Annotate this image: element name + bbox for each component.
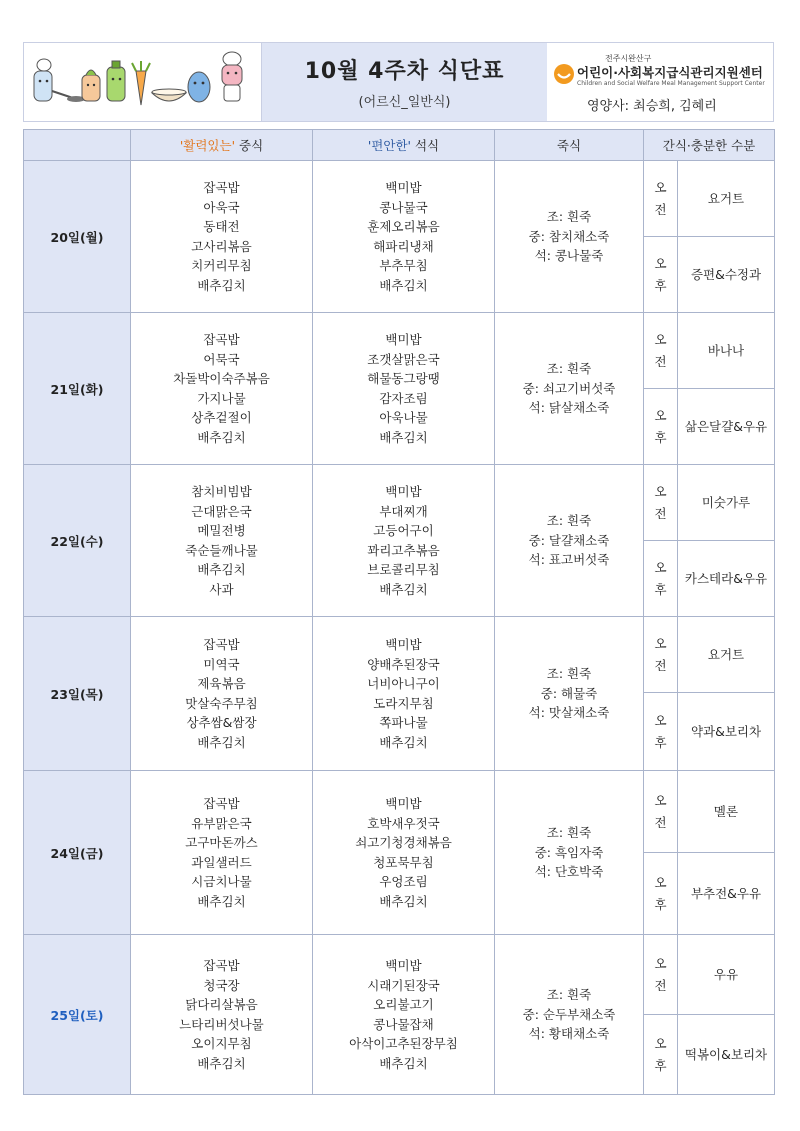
porridge-item: 석: 맛살채소죽 bbox=[528, 705, 610, 721]
dinner-item: 부추무침 bbox=[379, 258, 428, 273]
porridge-item: 조: 흰죽 bbox=[546, 513, 592, 529]
table-header-row bbox=[24, 130, 775, 161]
dinner-item: 배추김치 bbox=[379, 429, 428, 445]
lunch-list bbox=[131, 482, 312, 599]
dinner-list bbox=[313, 330, 494, 447]
lunch-item: 배추김치 bbox=[197, 562, 246, 577]
lunch-item: 배추김치 bbox=[197, 277, 246, 293]
dinner-item: 시래기된장국 bbox=[367, 977, 440, 993]
dinner-item: 훈제오리볶음 bbox=[367, 219, 440, 234]
menu-body bbox=[24, 161, 775, 1095]
dinner-highlight: '편안한' bbox=[367, 138, 411, 153]
porridge-item: 조: 흰죽 bbox=[546, 666, 592, 682]
dinner-cell bbox=[313, 465, 495, 617]
lunch-item: 치커리무침 bbox=[191, 258, 252, 273]
lunch-cell bbox=[131, 771, 313, 935]
lunch-list bbox=[131, 330, 312, 447]
dinner-cell bbox=[313, 771, 495, 935]
porridge-cell bbox=[495, 465, 644, 617]
lunch-item: 메밀전병 bbox=[197, 523, 246, 538]
lunch-item: 사과 bbox=[209, 581, 234, 597]
dinner-item: 쇠고기청경채볶음 bbox=[355, 835, 452, 850]
lunch-item: 배추김치 bbox=[197, 429, 246, 445]
snack-afternoon-item: 카스테라&우유 bbox=[678, 541, 775, 617]
lunch-list bbox=[131, 794, 312, 911]
snack-morning-label: 오 전 bbox=[644, 617, 678, 693]
dinner-item: 오리불고기 bbox=[373, 997, 434, 1012]
lunch-item: 참치비빔밥 bbox=[191, 484, 252, 499]
day-label: 21일(화) bbox=[24, 313, 131, 465]
lunch-item: 고사리볶음 bbox=[191, 238, 252, 254]
dinner-item: 부대찌개 bbox=[379, 503, 428, 519]
lunch-cell bbox=[131, 935, 313, 1095]
dinner-item: 감자조림 bbox=[379, 390, 428, 406]
porridge-cell bbox=[495, 161, 644, 313]
menu-header bbox=[23, 42, 774, 122]
lunch-list bbox=[131, 635, 312, 752]
lunch-label: 중식 bbox=[235, 138, 264, 153]
header-porridge: 죽식 bbox=[495, 130, 644, 161]
dinner-item: 브로콜리무침 bbox=[367, 562, 440, 577]
snack-morning-item: 요거트 bbox=[678, 617, 775, 693]
lunch-item: 잡곡밥 bbox=[203, 332, 240, 347]
snack-afternoon-item: 삶은달걀&우유 bbox=[678, 389, 775, 465]
lunch-item: 배추김치 bbox=[197, 1055, 246, 1071]
snack-morning-item: 우유 bbox=[678, 935, 775, 1015]
lunch-item: 상추겉절이 bbox=[191, 410, 252, 425]
porridge-item: 중: 참치채소죽 bbox=[528, 228, 610, 244]
lunch-item: 시금치나물 bbox=[191, 874, 252, 889]
dinner-list bbox=[313, 956, 494, 1073]
snack-morning-label: 오 전 bbox=[644, 935, 678, 1015]
dinner-item: 아삭이고추된장무침 bbox=[349, 1036, 458, 1051]
dinner-item: 백미밥 bbox=[385, 958, 422, 973]
dinner-list bbox=[313, 635, 494, 752]
day-label: 22일(수) bbox=[24, 465, 131, 617]
snack-afternoon-label: 오 후 bbox=[644, 853, 678, 935]
header-dinner bbox=[313, 130, 495, 161]
lunch-item: 느타리버섯나물 bbox=[179, 1016, 264, 1032]
snack-morning-item: 바나나 bbox=[678, 313, 775, 389]
porridge-item: 중: 흑임자죽 bbox=[534, 844, 604, 860]
weekly-menu-table bbox=[23, 129, 775, 1095]
day-row bbox=[24, 771, 775, 853]
dinner-item: 백미밥 bbox=[385, 332, 422, 347]
dinner-item: 쪽파나물 bbox=[379, 715, 428, 730]
lunch-cell bbox=[131, 313, 313, 465]
lunch-item: 죽순들깨나물 bbox=[185, 542, 258, 558]
dinner-list bbox=[313, 794, 494, 911]
dinner-item: 백미밥 bbox=[385, 796, 422, 811]
title-block bbox=[262, 43, 547, 121]
dinner-item: 꽈리고추볶음 bbox=[367, 542, 440, 558]
snack-afternoon-item: 증편&수정과 bbox=[678, 237, 775, 313]
dinner-item: 도라지무침 bbox=[373, 695, 434, 711]
day-label: 24일(금) bbox=[24, 771, 131, 935]
dinner-item: 배추김치 bbox=[379, 581, 428, 597]
lunch-list bbox=[131, 178, 312, 295]
dinner-cell bbox=[313, 161, 495, 313]
lunch-item: 제육볶음 bbox=[197, 676, 246, 691]
lunch-item: 잡곡밥 bbox=[203, 637, 240, 652]
day-row bbox=[24, 161, 775, 237]
lunch-item: 청국장 bbox=[203, 977, 240, 993]
snack-afternoon-label: 오 후 bbox=[644, 237, 678, 313]
snack-morning-item: 멜론 bbox=[678, 771, 775, 853]
porridge-item: 석: 닭살채소죽 bbox=[528, 400, 610, 416]
porridge-item: 석: 단호박죽 bbox=[534, 864, 604, 880]
porridge-cell bbox=[495, 313, 644, 465]
porridge-item: 중: 달걀채소죽 bbox=[528, 532, 610, 548]
dinner-item: 백미밥 bbox=[385, 484, 422, 499]
lunch-item: 잡곡밥 bbox=[203, 796, 240, 811]
dinner-item: 배추김치 bbox=[379, 1055, 428, 1071]
porridge-item: 조: 흰죽 bbox=[546, 361, 592, 377]
dinner-item: 청포묵무침 bbox=[373, 854, 434, 870]
org-english-name: Children and Social Welfare Meal Management Support Center bbox=[577, 80, 765, 87]
porridge-item: 석: 표고버섯죽 bbox=[528, 552, 610, 568]
porridge-cell bbox=[495, 935, 644, 1095]
lunch-item: 과일샐러드 bbox=[191, 854, 252, 870]
lunch-item: 동태전 bbox=[203, 219, 240, 234]
porridge-item: 조: 흰죽 bbox=[546, 209, 592, 225]
porridge-item: 석: 황태채소죽 bbox=[528, 1026, 610, 1042]
dinner-item: 백미밥 bbox=[385, 180, 422, 195]
snack-morning-label: 오 전 bbox=[644, 465, 678, 541]
dinner-list bbox=[313, 178, 494, 295]
snack-morning-label: 오 전 bbox=[644, 313, 678, 389]
org-region: 전주시완산구 bbox=[605, 54, 652, 63]
lunch-item: 배추김치 bbox=[197, 893, 246, 909]
header-lunch bbox=[131, 130, 313, 161]
lunch-item: 잡곡밥 bbox=[203, 180, 240, 195]
lunch-item: 유부맑은국 bbox=[191, 815, 252, 831]
snack-afternoon-label: 오 후 bbox=[644, 1015, 678, 1095]
chef-characters-icon bbox=[24, 43, 260, 121]
lunch-cell bbox=[131, 617, 313, 771]
dinner-item: 아욱나물 bbox=[379, 410, 428, 425]
lunch-item: 맛살숙주무침 bbox=[185, 695, 258, 711]
lunch-item: 잡곡밥 bbox=[203, 958, 240, 973]
snack-morning-item: 미숫가루 bbox=[678, 465, 775, 541]
snack-afternoon-label: 오 후 bbox=[644, 389, 678, 465]
page-title: 10월 4주차 식단표 bbox=[304, 59, 505, 84]
snack-morning-label: 오 전 bbox=[644, 771, 678, 853]
lunch-item: 근대맑은국 bbox=[191, 503, 252, 519]
day-row bbox=[24, 617, 775, 693]
porridge-item: 석: 콩나물죽 bbox=[534, 248, 604, 264]
lunch-cell bbox=[131, 161, 313, 313]
lunch-item: 배추김치 bbox=[197, 734, 246, 750]
porridge-item: 중: 쇠고기버섯죽 bbox=[522, 380, 616, 396]
day-row bbox=[24, 465, 775, 541]
lunch-item: 닭다리살볶음 bbox=[185, 997, 258, 1012]
porridge-item: 조: 흰죽 bbox=[546, 825, 592, 841]
smile-logo-icon bbox=[553, 63, 575, 85]
snack-morning-item: 요거트 bbox=[678, 161, 775, 237]
dinner-label: 석식 bbox=[410, 138, 440, 153]
day-label: 25일(토) bbox=[24, 935, 131, 1095]
snack-afternoon-item: 떡볶이&보리차 bbox=[678, 1015, 775, 1095]
header-snack: 간식·충분한 수분 bbox=[644, 130, 775, 161]
dinner-item: 해파리냉채 bbox=[373, 238, 434, 254]
dinner-item: 호박새우젓국 bbox=[367, 815, 440, 831]
dinner-item: 우엉조림 bbox=[379, 874, 428, 889]
porridge-item: 조: 흰죽 bbox=[546, 987, 592, 1003]
lunch-highlight: '활력있는' bbox=[179, 138, 236, 153]
lunch-item: 오이지무침 bbox=[191, 1036, 252, 1051]
dinner-item: 해물동그랑땡 bbox=[367, 371, 440, 386]
dinner-list bbox=[313, 482, 494, 599]
dinner-item: 배추김치 bbox=[379, 734, 428, 750]
snack-afternoon-item: 부추전&우유 bbox=[678, 853, 775, 935]
snack-morning-label: 오 전 bbox=[644, 161, 678, 237]
porridge-item: 중: 해물죽 bbox=[540, 685, 598, 701]
snack-afternoon-item: 약과&보리차 bbox=[678, 693, 775, 771]
dietitian-names: 영양사: 최승희, 김혜리 bbox=[587, 99, 717, 114]
porridge-cell bbox=[495, 771, 644, 935]
lunch-item: 차돌박이숙주볶음 bbox=[173, 371, 270, 386]
dinner-cell bbox=[313, 313, 495, 465]
day-row bbox=[24, 313, 775, 389]
dinner-item: 조갯살맑은국 bbox=[367, 351, 440, 367]
day-row bbox=[24, 935, 775, 1015]
dinner-item: 고등어구이 bbox=[373, 523, 434, 538]
dinner-item: 백미밥 bbox=[385, 637, 422, 652]
porridge-item: 중: 순두부채소죽 bbox=[522, 1006, 616, 1022]
dinner-item: 너비아니구이 bbox=[367, 676, 440, 691]
snack-afternoon-label: 오 후 bbox=[644, 693, 678, 771]
snack-afternoon-label: 오 후 bbox=[644, 541, 678, 617]
lunch-item: 아욱국 bbox=[203, 199, 240, 215]
lunch-cell bbox=[131, 465, 313, 617]
dinner-item: 양배추된장국 bbox=[367, 656, 440, 672]
dinner-cell bbox=[313, 935, 495, 1095]
org-name: 어린이·사회복지급식관리지원센터 bbox=[577, 65, 763, 80]
page-subtitle: (어르신_일반식) bbox=[358, 95, 451, 110]
dinner-item: 콩나물잡채 bbox=[373, 1016, 434, 1032]
porridge-cell bbox=[495, 617, 644, 771]
dinner-item: 배추김치 bbox=[379, 277, 428, 293]
day-label: 23일(목) bbox=[24, 617, 131, 771]
lunch-list bbox=[131, 956, 312, 1073]
lunch-item: 미역국 bbox=[203, 656, 240, 672]
dinner-cell bbox=[313, 617, 495, 771]
lunch-item: 고구마돈까스 bbox=[185, 835, 258, 850]
organization-block bbox=[547, 43, 773, 121]
lunch-item: 어묵국 bbox=[203, 351, 240, 367]
lunch-item: 가지나물 bbox=[197, 390, 246, 406]
dinner-item: 배추김치 bbox=[379, 893, 428, 909]
day-label: 20일(월) bbox=[24, 161, 131, 313]
lunch-item: 상추쌈&쌈장 bbox=[186, 715, 257, 730]
dinner-item: 콩나물국 bbox=[379, 199, 428, 215]
header-day-cell bbox=[24, 130, 131, 161]
chef-illustration bbox=[24, 43, 262, 121]
